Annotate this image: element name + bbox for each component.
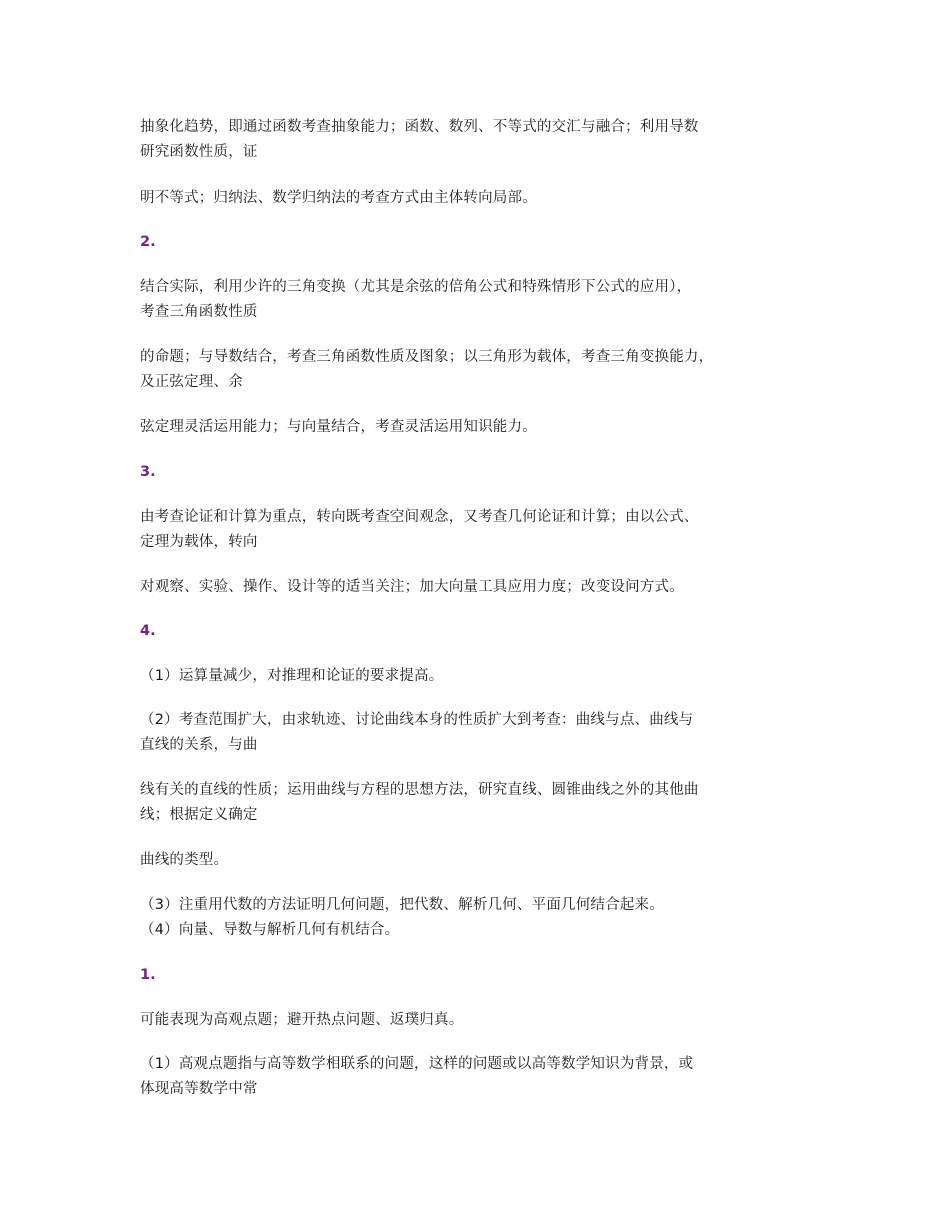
text-line: 及正弦定理、余 — [140, 374, 243, 390]
text-line: （2）考查范围扩大，由求轨迹、讨论曲线本身的性质扩大到考查：曲线与点、曲线与 — [140, 712, 694, 728]
text-line: 弦定理灵活运用能力；与向量结合，考查灵活运用知识能力。 — [140, 419, 537, 435]
text-line: 体现高等数学中常 — [140, 1081, 258, 1097]
text-line: 结合实际，利用少许的三角变换（尤其是余弦的倍角公式和特殊情形下公式的应用）， — [140, 279, 692, 295]
text-line: 由考查论证和计算为重点，转向既考查空间观念，又考查几何论证和计算；由以公式、 — [140, 509, 699, 525]
paragraph-curve-line — [140, 778, 830, 828]
section-heading-4: 4. — [140, 623, 156, 639]
text-line: 直线的关系，与曲 — [140, 737, 258, 753]
paragraph-curve-type — [140, 848, 830, 873]
text-line: （1）运算量减少，对推理和论证的要求提高。 — [140, 668, 444, 684]
text-line: 曲线的类型。 — [140, 852, 229, 868]
paragraph-item-1 — [140, 664, 830, 689]
text-line: 考查三角函数性质 — [140, 304, 258, 320]
paragraph-advanced-math — [140, 1052, 830, 1102]
text-line: （3）注重用代数的方法证明几何问题，把代数、解析几何、平面几何结合起来。 — [140, 897, 664, 913]
text-line: 线；根据定义确定 — [140, 807, 258, 823]
paragraph-inequality-proof — [140, 186, 830, 211]
paragraph-high-viewpoint — [140, 1008, 830, 1033]
paragraph-function-trend — [140, 115, 830, 165]
paragraph-geometry-proof — [140, 505, 830, 555]
text-line: 线有关的直线的性质；运用曲线与方程的思想方法，研究直线、圆锥曲线之外的其他曲 — [140, 782, 699, 798]
text-line: 研究函数性质，证 — [140, 144, 258, 160]
text-line: （1）高观点题指与高等数学相联系的问题，这样的问题或以高等数学知识为背景，或 — [140, 1056, 694, 1072]
text-line: 明不等式；归纳法、数学归纳法的考查方式由主体转向局部。 — [140, 190, 537, 206]
text-line: 对观察、实验、操作、设计等的适当关注；加大向量工具应用力度；改变设问方式。 — [140, 579, 684, 595]
text-line: 可能表现为高观点题；避开热点问题、返璞归真。 — [140, 1012, 464, 1028]
paragraph-observation — [140, 575, 830, 600]
paragraph-cosine-theorem — [140, 415, 830, 440]
paragraph-items-3-4 — [140, 893, 830, 943]
section-heading-1: 1. — [140, 967, 156, 983]
section-heading-2: 2. — [140, 234, 156, 250]
text-line: 抽象化趋势，即通过函数考查抽象能力；函数、数列、不等式的交汇与融合；利用导数 — [140, 119, 699, 135]
text-line: 定理为载体，转向 — [140, 534, 258, 550]
paragraph-trig-derivative — [140, 345, 830, 395]
paragraph-trig-transform — [140, 275, 830, 325]
text-line: 的命题；与导数结合，考查三角函数性质及图象；以三角形为载体，考查三角变换能力， — [140, 349, 714, 365]
section-heading-3: 3. — [140, 464, 156, 480]
text-line: （4）向量、导数与解析几何有机结合。 — [140, 922, 400, 938]
paragraph-item-2 — [140, 708, 830, 758]
